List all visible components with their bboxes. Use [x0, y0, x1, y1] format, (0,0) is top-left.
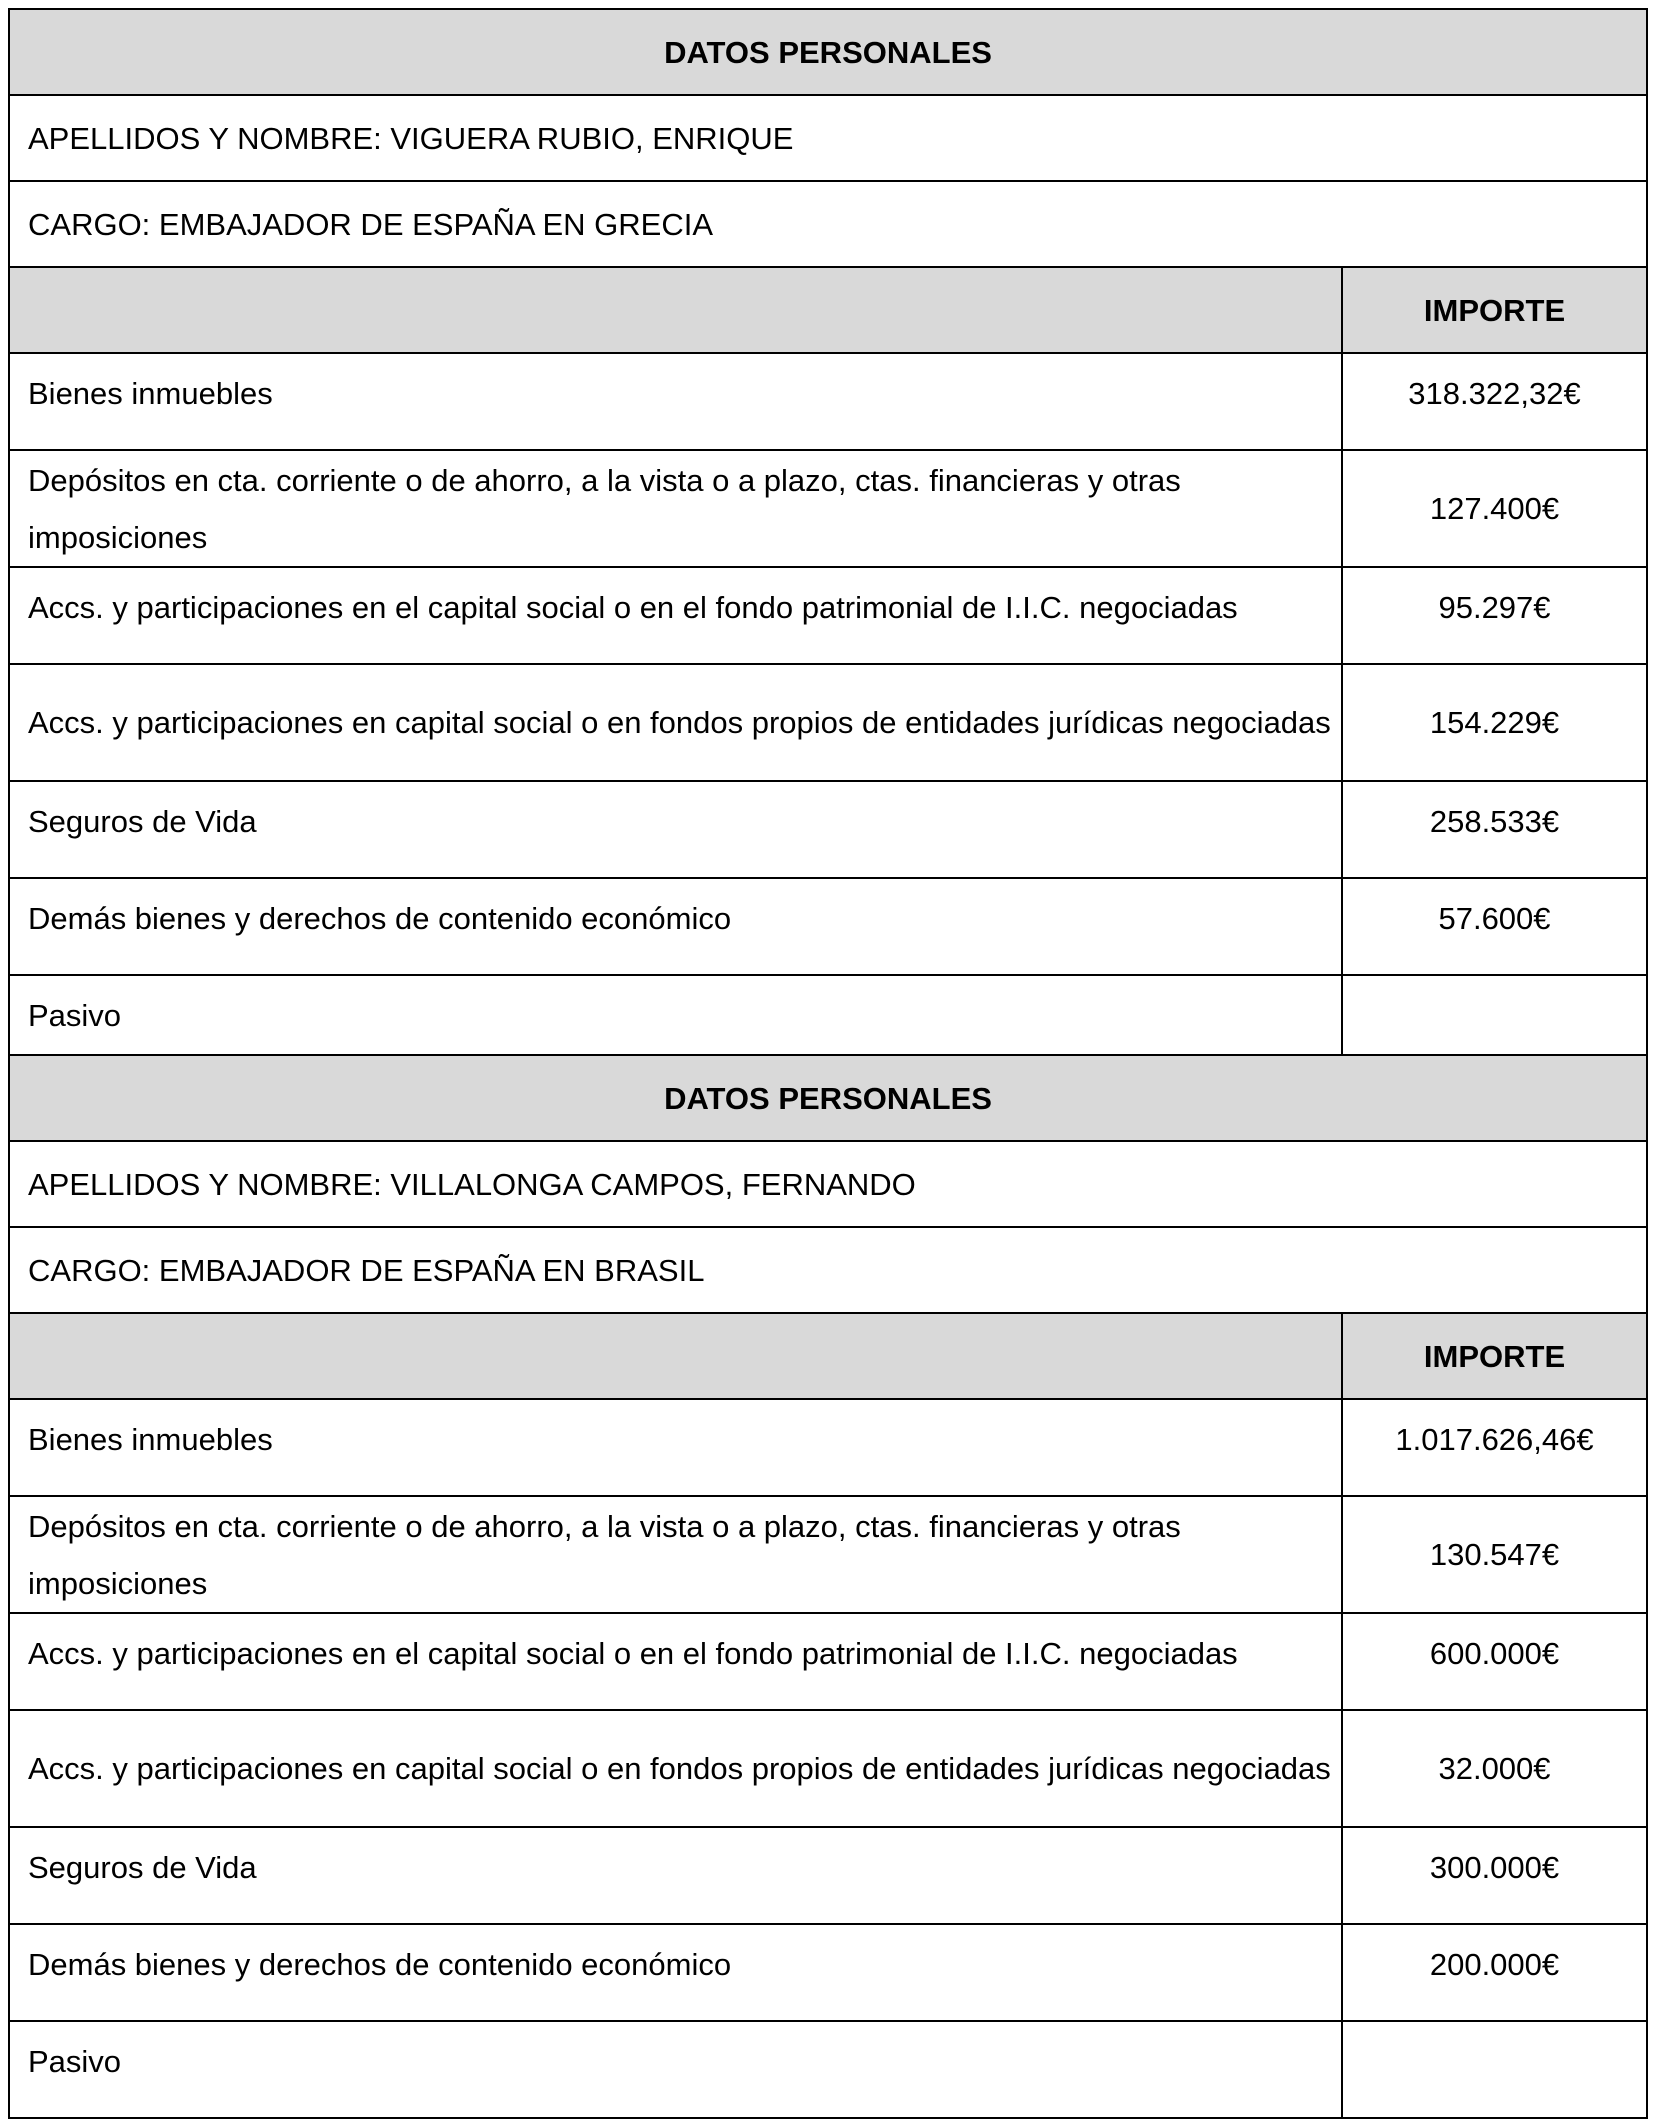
- table-row: [9, 1710, 1647, 1827]
- row-label: Demás bienes y derechos de contenido económico: [9, 1924, 1342, 2021]
- amount-header: IMPORTE: [1342, 1313, 1647, 1399]
- row-label: Depósitos en cta. corriente o de ahorro, a la vista o a plazo, ctas. financieras y otras imposiciones: [9, 450, 1342, 567]
- table-row: [9, 664, 1647, 781]
- name-line: APELLIDOS Y NOMBRE: VIGUERA RUBIO, ENRIQUE: [9, 95, 1647, 181]
- position-line: CARGO: EMBAJADOR DE ESPAÑA EN GRECIA: [9, 181, 1647, 267]
- table-row: [9, 2021, 1647, 2118]
- position-row: [9, 1227, 1647, 1313]
- row-amount: 32.000€: [1342, 1710, 1647, 1827]
- section-title-row: [9, 1055, 1647, 1141]
- amount-header-row: [9, 1313, 1647, 1399]
- table-row: [9, 781, 1647, 878]
- row-amount: [1342, 2021, 1647, 2118]
- row-label: Pasivo: [9, 975, 1342, 1072]
- section-title-row: [9, 9, 1647, 95]
- table-row: [9, 1924, 1647, 2021]
- row-amount: 600.000€: [1342, 1613, 1647, 1710]
- row-label: Accs. y participaciones en el capital social o en el fondo patrimonial de I.I.C. negociadas: [9, 567, 1342, 664]
- table-row: [9, 353, 1647, 450]
- table-row: [9, 1399, 1647, 1496]
- row-label: Bienes inmuebles: [9, 1399, 1342, 1496]
- table-row: [9, 567, 1647, 664]
- row-amount: 300.000€: [1342, 1827, 1647, 1924]
- row-label: Depósitos en cta. corriente o de ahorro, a la vista o a plazo, ctas. financieras y otras imposiciones: [9, 1496, 1342, 1613]
- row-amount: 127.400€: [1342, 450, 1647, 567]
- section-title: DATOS PERSONALES: [9, 1055, 1647, 1141]
- table-row: [9, 1613, 1647, 1710]
- table-row: [9, 1827, 1647, 1924]
- row-amount: 95.297€: [1342, 567, 1647, 664]
- row-amount: 130.547€: [1342, 1496, 1647, 1613]
- table-row: [9, 1496, 1647, 1613]
- row-amount: 1.017.626,46€: [1342, 1399, 1647, 1496]
- row-label: Accs. y participaciones en el capital social o en el fondo patrimonial de I.I.C. negociadas: [9, 1613, 1342, 1710]
- name-row: [9, 95, 1647, 181]
- name-row: [9, 1141, 1647, 1227]
- row-amount: 57.600€: [1342, 878, 1647, 975]
- amount-header-row: [9, 267, 1647, 353]
- header-blank-cell: [9, 267, 1342, 353]
- row-amount: 154.229€: [1342, 664, 1647, 781]
- row-amount: 318.322,32€: [1342, 353, 1647, 450]
- row-label: Pasivo: [9, 2021, 1342, 2118]
- row-label: Bienes inmuebles: [9, 353, 1342, 450]
- declaration-table-2: [8, 1054, 1648, 2119]
- row-amount: 258.533€: [1342, 781, 1647, 878]
- row-label: Seguros de Vida: [9, 1827, 1342, 1924]
- row-amount: 200.000€: [1342, 1924, 1647, 2021]
- position-line: CARGO: EMBAJADOR DE ESPAÑA EN BRASIL: [9, 1227, 1647, 1313]
- row-label: Demás bienes y derechos de contenido económico: [9, 878, 1342, 975]
- row-label: Accs. y participaciones en capital social o en fondos propios de entidades jurídicas negociadas: [9, 1710, 1342, 1827]
- declaration-table-1: [8, 8, 1648, 1073]
- name-line: APELLIDOS Y NOMBRE: VILLALONGA CAMPOS, FERNANDO: [9, 1141, 1647, 1227]
- table-row: [9, 878, 1647, 975]
- row-label: Accs. y participaciones en capital social o en fondos propios de entidades jurídicas negociadas: [9, 664, 1342, 781]
- position-row: [9, 181, 1647, 267]
- header-blank-cell: [9, 1313, 1342, 1399]
- table-row: [9, 450, 1647, 567]
- amount-header: IMPORTE: [1342, 267, 1647, 353]
- section-title: DATOS PERSONALES: [9, 9, 1647, 95]
- row-label: Seguros de Vida: [9, 781, 1342, 878]
